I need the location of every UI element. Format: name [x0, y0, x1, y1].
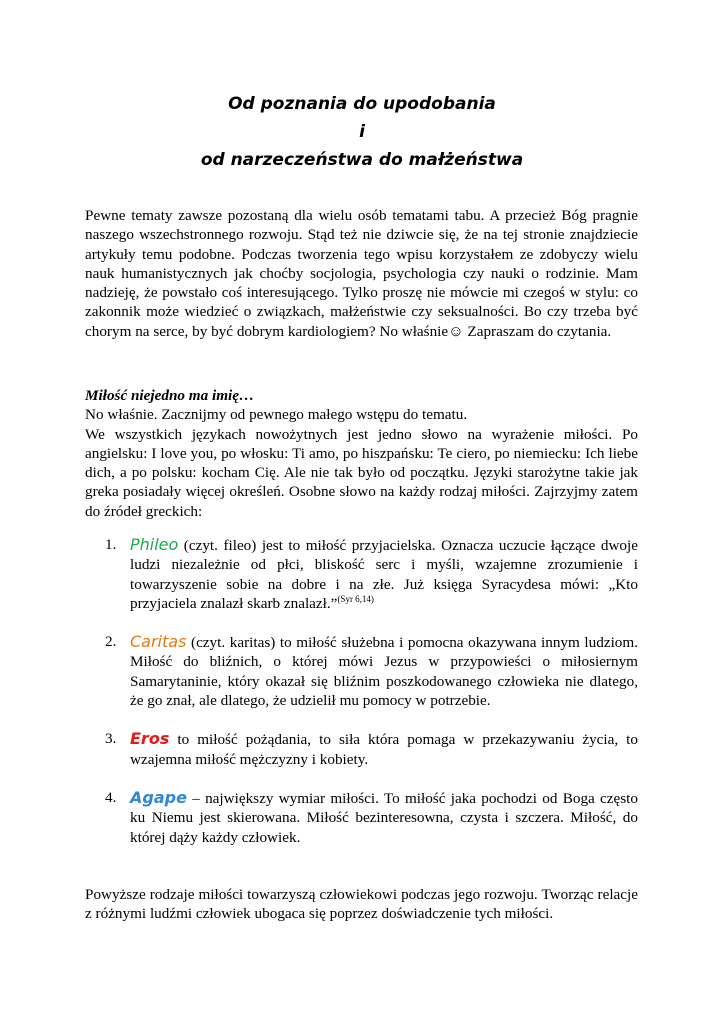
- item-text: to miłość pożądania, to siła która pomaga w przekazywaniu życia, to wzajemna miłość mężczyzny i kobiety.: [130, 731, 638, 768]
- list-item: [105, 729, 638, 769]
- title-line-1: Od poznania do upodobania: [228, 94, 496, 114]
- section-heading: Miłość niejedno ma imię…: [85, 387, 255, 404]
- section-intro-line: No właśnie. Zacznijmy od pewnego małego wstępu do tematu.: [85, 406, 468, 424]
- list-number: 2.: [105, 633, 117, 651]
- closing-paragraph: Powyższe rodzaje miłości towarzyszą człowiekowi podczas jego rozwoju. Tworząc relacje z różnymi ludźmi człowiek ubogaca się poprzez doświadczenie tych miłości.: [85, 886, 638, 923]
- list-number: 4.: [105, 788, 117, 806]
- item-text: (czyt. fileo) jest to miłość przyjacielska. Oznacza uczucie łączące dwoje ludzi niezależnie od płci, bliskość serc i myśli, wzajemne zrozumienie i towarzyszenie sobie na dobre i na złe. Już księga Syracydesa mówi: „Kto przyjaciela znalazł skarb znalazł.”: [130, 537, 638, 612]
- item-text: – największy wymiar miłości. To miłość jaka pochodzi od Boga często ku Niemu jest skierowana. Miłość bezinteresowna, czysta i szczera. Miłość, do której dąży każdy człowiek.: [130, 789, 638, 846]
- list-item: [105, 632, 638, 710]
- title-line-3: od narzeczeństwa do małżeństwa: [200, 150, 524, 170]
- document-title: [0, 90, 724, 174]
- section-paragraph: We wszystkich językach nowożytnych jest jedno słowo na wyrażenie miłości. Po angielsku: I love you, po włosku: Ti amo, po hiszpańsku: Te ciero, po niemiecku: Ich liebe dich, a po polsku: kocham Cię. Ale nie tak było od początku. Języki starożytne takie jak greka posiadały więcej określeń. Osobne słowo na każdy rodzaj miłości. Zajrzyjmy zatem do źródeł greckich:: [85, 425, 638, 520]
- love-types-list: [105, 535, 638, 847]
- list-number: 3.: [105, 730, 117, 748]
- intro-paragraph: Pewne tematy zawsze pozostaną dla wielu osób tematami tabu. A przecież Bóg pragnie naszego wszechstronnego rozwoju. Stąd też nie dziwcie się, że na tej stronie znajdziecie artykuły temu podobne. Podczas tworzenia tego wpisu korzystałem ze zdobyczy wielu nauk humanistycznych jak choćby socjologia, psychologia czy nauki o rodzinie. Mam nadzieję, że powstało coś interesującego. Tylko proszę nie mówcie mi czegoś w stylu: co zakonnik może wiedzieć o związkach, małżeństwie czy seksualności. Bo czy trzeba być chorym na serce, by być dobrym kardiologiem? No właśnie☺ Zapraszam do czytania.: [85, 207, 638, 340]
- list-item: [105, 535, 638, 613]
- term-caritas: Caritas: [130, 632, 187, 652]
- term-agape: Agape: [130, 787, 187, 807]
- title-line-2: i: [359, 122, 365, 142]
- term-phileo: Phileo: [130, 535, 179, 554]
- term-eros: Eros: [130, 729, 170, 749]
- list-number: 1.: [105, 536, 117, 553]
- list-item: [105, 788, 638, 847]
- love-names-section: [85, 386, 638, 521]
- bible-reference: (Syr 6,14): [337, 593, 374, 604]
- item-text: (czyt. karitas) to miłość służebna i pomocna okazywana innym ludziom. Miłość do bliźnich, o której mówi Jezus w przypowieści o miłosiernym Samarytaninie, który okazał się bliźnim poszkodowanego człowieka nie dlatego, że go znał, ale dlatego, że udzielił mu pomocy w potrzebie.: [130, 634, 638, 710]
